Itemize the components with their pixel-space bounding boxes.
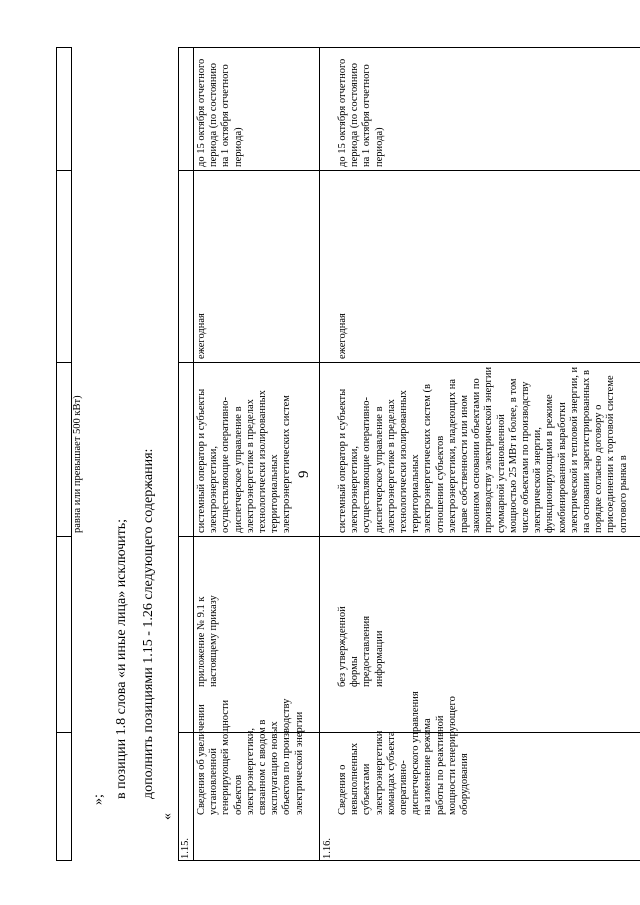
row-name: Сведения об увеличении установленной генерирующей мощности объектов электроэнергетики, связанном с вводом в эксплуатацию новых объектов по производству электрической энергии xyxy=(196,698,305,815)
row-form: без утвержденной формы предоставления информации xyxy=(337,606,385,687)
open-quote: « xyxy=(160,813,175,820)
row-number: 1.16. xyxy=(322,838,333,859)
row-periodicity: ежегодная xyxy=(337,313,348,359)
page-number: 9 xyxy=(296,470,312,478)
row-number: 1.15. xyxy=(180,838,191,859)
row-deadline: до 15 октября отчетного периода (по состоянию на 1 октября отчетного периода) xyxy=(196,58,244,167)
row-periodicity: ежегодная xyxy=(196,313,207,359)
row-name: Сведения о невыполненных субъектами электроэнергетики командах субъекта оперативно-диспетчерского управления на изменение режима работы по реактивной мощности генерирующего оборудования xyxy=(337,691,471,815)
row-provider: системный оператор и субъекты электроэнергетики, осуществляющие оперативно-диспетчерское управление в электроэнергетике в пределах технологически изолированных территориальных электроэнергетических систем xyxy=(196,388,293,533)
paragraph-exclude: в позиции 1.8 слова «и иные лица» исключить; xyxy=(114,518,129,799)
prev-row-close-quote: »; xyxy=(91,794,106,805)
row-provider: системный оператор и субъекты электроэнергетики, осуществляющие оперативно-диспетчерское управление в электроэнергетике в пределах технологически изолированных территориальных электроэнергетических систем (в отношении субъектов электроэнергетики, владеющих на праве собственности или ином законном основании объектами по производству электрической энергии суммарной установленной мощностью 25 МВт и более, в том числе объектами по производству электрической энергии, функционирующими в режиме комбинированной выработки электрической и тепловой энергии, и на основании зарегистрированных в порядке согласно договору о присоединении к торговой системе оптового рынка в xyxy=(337,366,629,533)
row-deadline: до 15 октября отчетного периода (по состоянию на 1 октября отчетного периода) xyxy=(337,58,385,167)
prev-row-text: равна или превышает 500 кВт) xyxy=(72,395,83,533)
row-form: приложение № 9.1 к настоящему приказу xyxy=(196,595,220,687)
paragraph-add-positions: дополнить позициями 1.15 - 1.26 следующего содержания: xyxy=(141,448,156,799)
